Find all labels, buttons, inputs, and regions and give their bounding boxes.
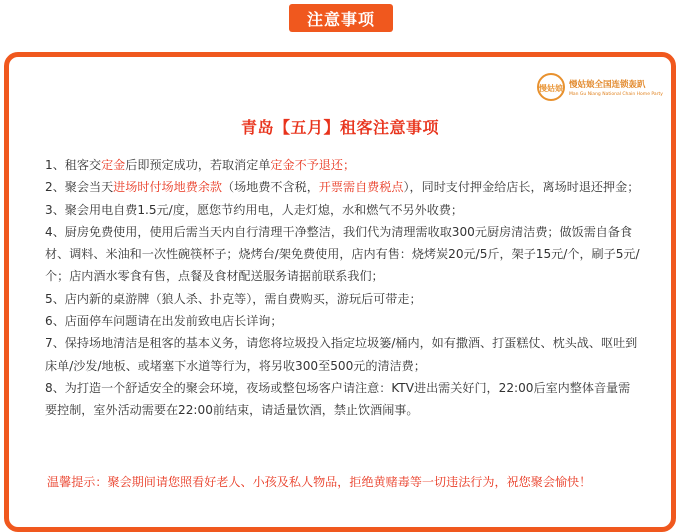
rule-text: ），同时支付押金给店长，离场时退还押金； (403, 180, 640, 195)
rule-6: 6、店面停车问题请在出发前致电店长详询； (45, 314, 283, 329)
rule-3: 3、聚会用电自费1.5元/度，愿您节约用电，人走灯熄，水和燃气不另外收费； (45, 202, 464, 217)
brand-name-cn: 慢姑娘全国连锁轰趴 (569, 79, 646, 90)
warm-reminder: 温馨提示：聚会期间请您照看好老人、小孩及私人物品，拒绝黄赌毒等一切违法行为，祝您聚会愉快！ (47, 475, 592, 489)
rule-highlight: 定金不予退还； (270, 158, 356, 172)
rule-2 (45, 176, 641, 198)
rule-highlight: 开票需自费税点 (318, 180, 404, 195)
brand-logo (537, 73, 663, 101)
rule-highlight: 定金 (101, 158, 126, 172)
rule-4: 4、厨房免费使用，使用后需当天内自行清理干净整洁，我们代为清理需收取300元厨房清洁费；做饭需自备食材、调料、米油和一次性碗筷杯子；烧烤台/架免费使用，店内有售：烧烤炭20元/5斤，架子15元/个，刷子5元/个；店内酒水零食有售，点餐及食材配送服务请据前联系我们； (45, 224, 640, 284)
rule-5: 5、店内新的桌游牌（狼人杀、扑克等），需自费购买，游玩后可带走； (45, 291, 422, 306)
rule-highlight: 进场时付场地费余款 (113, 180, 223, 195)
rule-1 (45, 154, 641, 176)
rule-text: 后即预定成功，若取消定单 (125, 158, 271, 172)
section-tab: 注意事项 (289, 4, 393, 32)
brand-mark-icon: 慢姑娘 (537, 73, 565, 101)
page-title: 青岛【五月】租客注意事项 (240, 118, 439, 137)
brand-name-en: Man Gu Niang National Chain Home Party (569, 91, 663, 97)
rule-text: （场地费不含税， (222, 180, 319, 195)
rule-text: 2、聚会当天 (45, 180, 114, 195)
rules-list (45, 154, 641, 422)
brand-text (569, 78, 663, 97)
rule-8: 8、为打造一个舒适安全的聚会环境，夜场或整包场客户请注意：KTV进出需关好门，22:00后室内整体音量需要控制，室外活动需要在22:00前结束，请适量饮酒，禁止饮酒闹事。 (45, 380, 631, 418)
rule-text: 1、租客交 (45, 158, 102, 172)
notice-card (4, 52, 676, 532)
rule-7: 7、保持场地清洁是租客的基本义务，请您将垃圾投入指定垃圾篓/桶内，如有撒酒、打蛋糕仗、枕头战、呕吐到床单/沙发/地板、或堵塞下水道等行为，将另收300至500元的清洁费； (45, 336, 638, 373)
